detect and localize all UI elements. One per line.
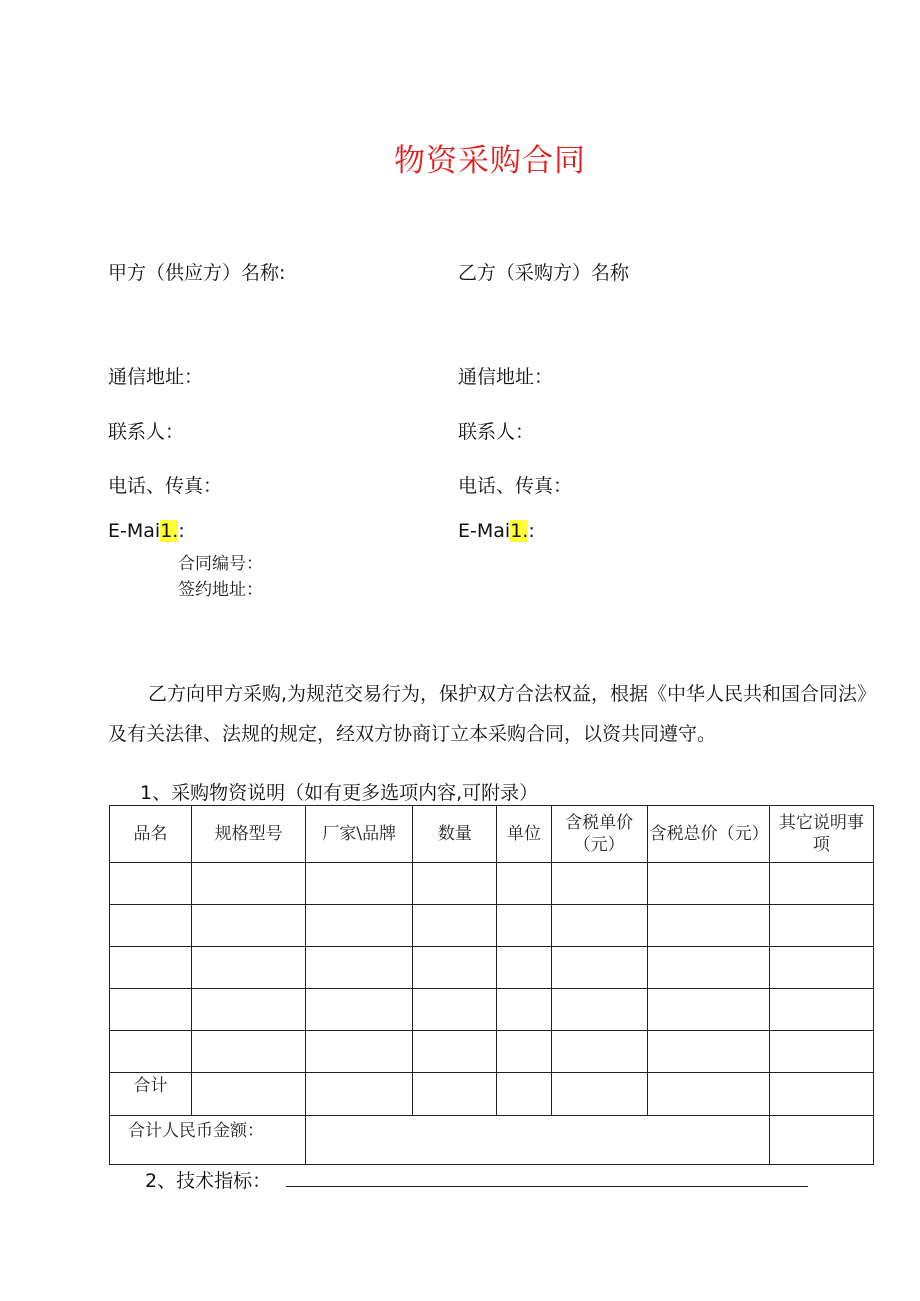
- total-label: 合计: [110, 1073, 192, 1116]
- materials-table: [109, 805, 874, 1165]
- table-cell[interactable]: [306, 1073, 413, 1116]
- table-cell[interactable]: [551, 1073, 647, 1116]
- table-cell[interactable]: [769, 947, 873, 989]
- table-cell[interactable]: [306, 947, 413, 989]
- rmb-amount-value[interactable]: [306, 1116, 770, 1165]
- table-cell[interactable]: [192, 989, 306, 1031]
- section-2-heading: 2、技术指标：: [145, 1170, 272, 1192]
- table-cell[interactable]: [769, 863, 873, 905]
- table-total-row: [110, 1073, 874, 1116]
- party-b-phone-label: 电话、传真：: [458, 475, 573, 497]
- sign-place-label: 签约地址：: [178, 580, 263, 600]
- header-product-name: 品名: [110, 806, 192, 863]
- party-a-address-label: 通信地址：: [108, 366, 204, 388]
- table-row: [110, 905, 874, 947]
- party-b-name-label: 乙方（采购方）名称: [458, 262, 630, 284]
- header-spec-model: 规格型号: [192, 806, 306, 863]
- table-cell[interactable]: [647, 1073, 769, 1116]
- table-header-row: [110, 806, 874, 863]
- table-cell[interactable]: [413, 947, 497, 989]
- table-cell[interactable]: [192, 863, 306, 905]
- table-cell[interactable]: [769, 989, 873, 1031]
- page-title: 物资采购合同: [394, 143, 586, 179]
- table-cell[interactable]: [769, 1031, 873, 1073]
- email-suffix: :: [178, 520, 185, 542]
- table-cell[interactable]: [413, 905, 497, 947]
- email-highlight: 1.: [510, 520, 529, 542]
- table-cell[interactable]: [497, 863, 551, 905]
- rmb-amount-label: 合计人民币金额：: [110, 1116, 306, 1165]
- party-a-contact-label: 联系人：: [108, 421, 185, 443]
- table-row: [110, 863, 874, 905]
- table-cell[interactable]: [413, 863, 497, 905]
- table-cell[interactable]: [551, 905, 647, 947]
- table-cell[interactable]: [192, 1031, 306, 1073]
- table-cell[interactable]: [110, 947, 192, 989]
- header-quantity: 数量: [413, 806, 497, 863]
- header-total-price: 含税总价（元）: [647, 806, 769, 863]
- table-row: [110, 989, 874, 1031]
- email-highlight: 1.: [160, 520, 179, 542]
- table-cell[interactable]: [306, 905, 413, 947]
- table-row: [110, 1031, 874, 1073]
- table-cell[interactable]: [497, 947, 551, 989]
- table-cell[interactable]: [306, 863, 413, 905]
- table-cell[interactable]: [306, 989, 413, 1031]
- email-suffix: :: [528, 520, 535, 542]
- party-b-email-label: [458, 520, 535, 542]
- table-cell[interactable]: [497, 905, 551, 947]
- party-a-phone-label: 电话、传真：: [108, 475, 223, 497]
- party-a-email-label: [108, 520, 185, 542]
- party-b-address-label: 通信地址：: [458, 366, 554, 388]
- table-cell[interactable]: [551, 1031, 647, 1073]
- table-cell[interactable]: [769, 905, 873, 947]
- party-a-name-label: 甲方（供应方）名称:: [108, 262, 286, 284]
- table-cell[interactable]: [110, 863, 192, 905]
- contract-number-label: 合同编号：: [178, 554, 263, 574]
- header-other-notes: 其它说明事项: [769, 806, 873, 863]
- table-cell[interactable]: [306, 1031, 413, 1073]
- section-1-heading: 1、采购物资说明（如有更多选项内容,可附录）: [140, 782, 539, 804]
- header-manufacturer-brand: 厂家\品牌: [306, 806, 413, 863]
- table-cell[interactable]: [647, 905, 769, 947]
- table-cell[interactable]: [497, 1031, 551, 1073]
- table-cell[interactable]: [192, 1073, 306, 1116]
- table-cell[interactable]: [413, 1031, 497, 1073]
- table-cell[interactable]: [413, 989, 497, 1031]
- intro-paragraph: 乙方向甲方采购,为规范交易行为，保护双方合法权益，根据《中华人民共和国合同法》及有关法律、法规的规定，经双方协商订立本采购合同，以资共同遵守。: [108, 683, 877, 745]
- technical-spec-fill-line[interactable]: [286, 1186, 808, 1187]
- table-cell[interactable]: [192, 947, 306, 989]
- table-cell[interactable]: [647, 989, 769, 1031]
- table-cell[interactable]: [769, 1073, 873, 1116]
- table-cell[interactable]: [647, 1031, 769, 1073]
- table-cell[interactable]: [497, 1073, 551, 1116]
- table-cell[interactable]: [110, 905, 192, 947]
- table-cell[interactable]: [413, 1073, 497, 1116]
- table-cell[interactable]: [497, 989, 551, 1031]
- table-row: [110, 947, 874, 989]
- table-cell[interactable]: [192, 905, 306, 947]
- table-cell[interactable]: [551, 947, 647, 989]
- header-unit-price: 含税单价（元）: [551, 806, 647, 863]
- table-cell[interactable]: [110, 1031, 192, 1073]
- table-cell[interactable]: [647, 863, 769, 905]
- party-b-contact-label: 联系人：: [458, 421, 535, 443]
- table-cell[interactable]: [647, 947, 769, 989]
- email-prefix: E-Mai: [458, 520, 511, 542]
- table-cell[interactable]: [551, 989, 647, 1031]
- header-unit: 单位: [497, 806, 551, 863]
- email-prefix: E-Mai: [108, 520, 161, 542]
- table-cell[interactable]: [769, 1116, 873, 1165]
- table-cell[interactable]: [110, 989, 192, 1031]
- table-cell[interactable]: [551, 863, 647, 905]
- table-rmb-row: [110, 1116, 874, 1165]
